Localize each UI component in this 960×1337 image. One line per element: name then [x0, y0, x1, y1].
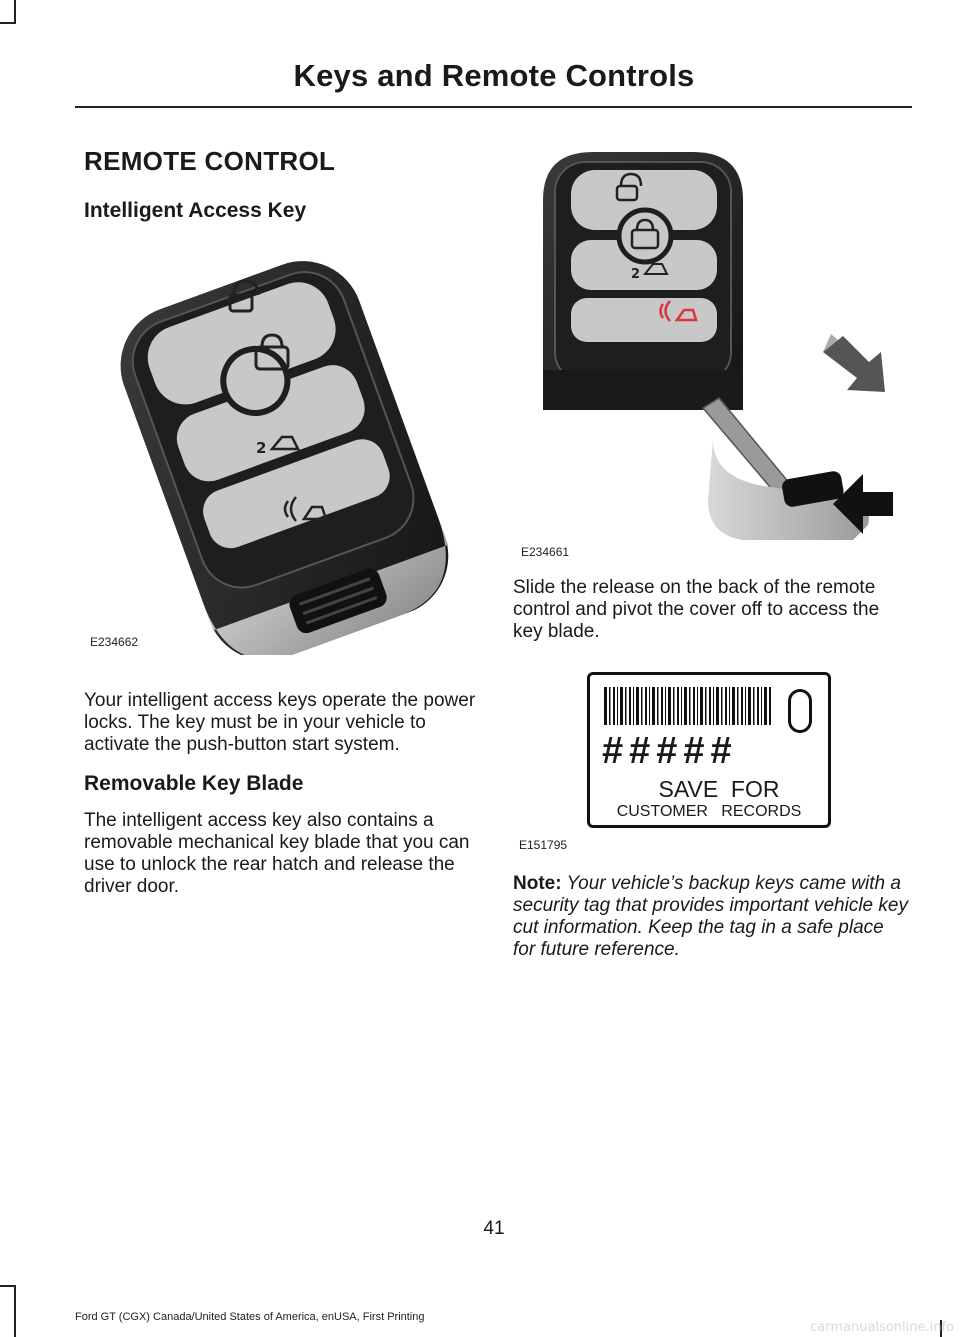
barcode-icon — [604, 687, 774, 725]
figure-code: E234662 — [90, 635, 139, 649]
watermark: carmanualsonline.info — [810, 1320, 954, 1335]
note-text: Your vehicle’s backup keys came with a security tag that provides important vehicle key cut information. Keep the tag in a safe place for future reference. — [513, 873, 908, 960]
section-title: REMOTE CONTROL — [84, 146, 336, 176]
tag-customer-records: CUSTOMER RECORDS — [616, 803, 802, 820]
tag-hole-icon — [788, 689, 812, 733]
page-header-title: Keys and Remote Controls — [293, 58, 695, 93]
security-tag — [587, 672, 831, 828]
paragraph-key-blade: The intelligent access key also contains a removable mechanical key blade that you can use to unlock the rear hatch and release the driver door. — [84, 810, 470, 897]
figure-key-blade-removal — [513, 140, 908, 565]
subheading-intelligent-access-key: Intelligent Access Key — [84, 199, 307, 222]
note-security-tag — [513, 873, 908, 961]
svg-text:2: 2 — [631, 267, 641, 282]
page-number: 41 — [483, 1218, 505, 1239]
figure-code: E234661 — [521, 545, 570, 559]
footer-printing-info: Ford GT (CGX) Canada/United States of America, enUSA, First Printing — [75, 1311, 425, 1323]
crop-mark — [14, 0, 16, 22]
right-column — [513, 140, 908, 961]
crop-mark — [0, 1285, 16, 1287]
crop-mark — [0, 22, 16, 24]
tag-hashes: ##### — [602, 730, 738, 772]
subheading-removable-key-blade: Removable Key Blade — [84, 772, 304, 795]
figure-intelligent-access-key — [84, 235, 479, 655]
crop-mark — [14, 1285, 16, 1337]
figure-code: E151795 — [519, 838, 568, 852]
header-divider — [75, 106, 912, 108]
tag-save-for: SAVE FOR — [658, 776, 780, 802]
smart-key-illustration — [84, 235, 479, 655]
paragraph-intelligent-keys: Your intelligent access keys operate the power locks. The key must be in your vehicle to activate the push-button start system. — [84, 690, 476, 755]
paragraph-slide-release: Slide the release on the back of the remote control and pivot the cover off to access the key blade. — [513, 577, 880, 642]
svg-text:2: 2 — [256, 439, 267, 457]
slide-arrow-icon — [823, 334, 885, 392]
left-column — [84, 140, 479, 898]
key-blade-removal-illustration — [513, 140, 908, 565]
note-label: Note: — [513, 873, 562, 894]
figure-security-tag — [513, 655, 908, 855]
